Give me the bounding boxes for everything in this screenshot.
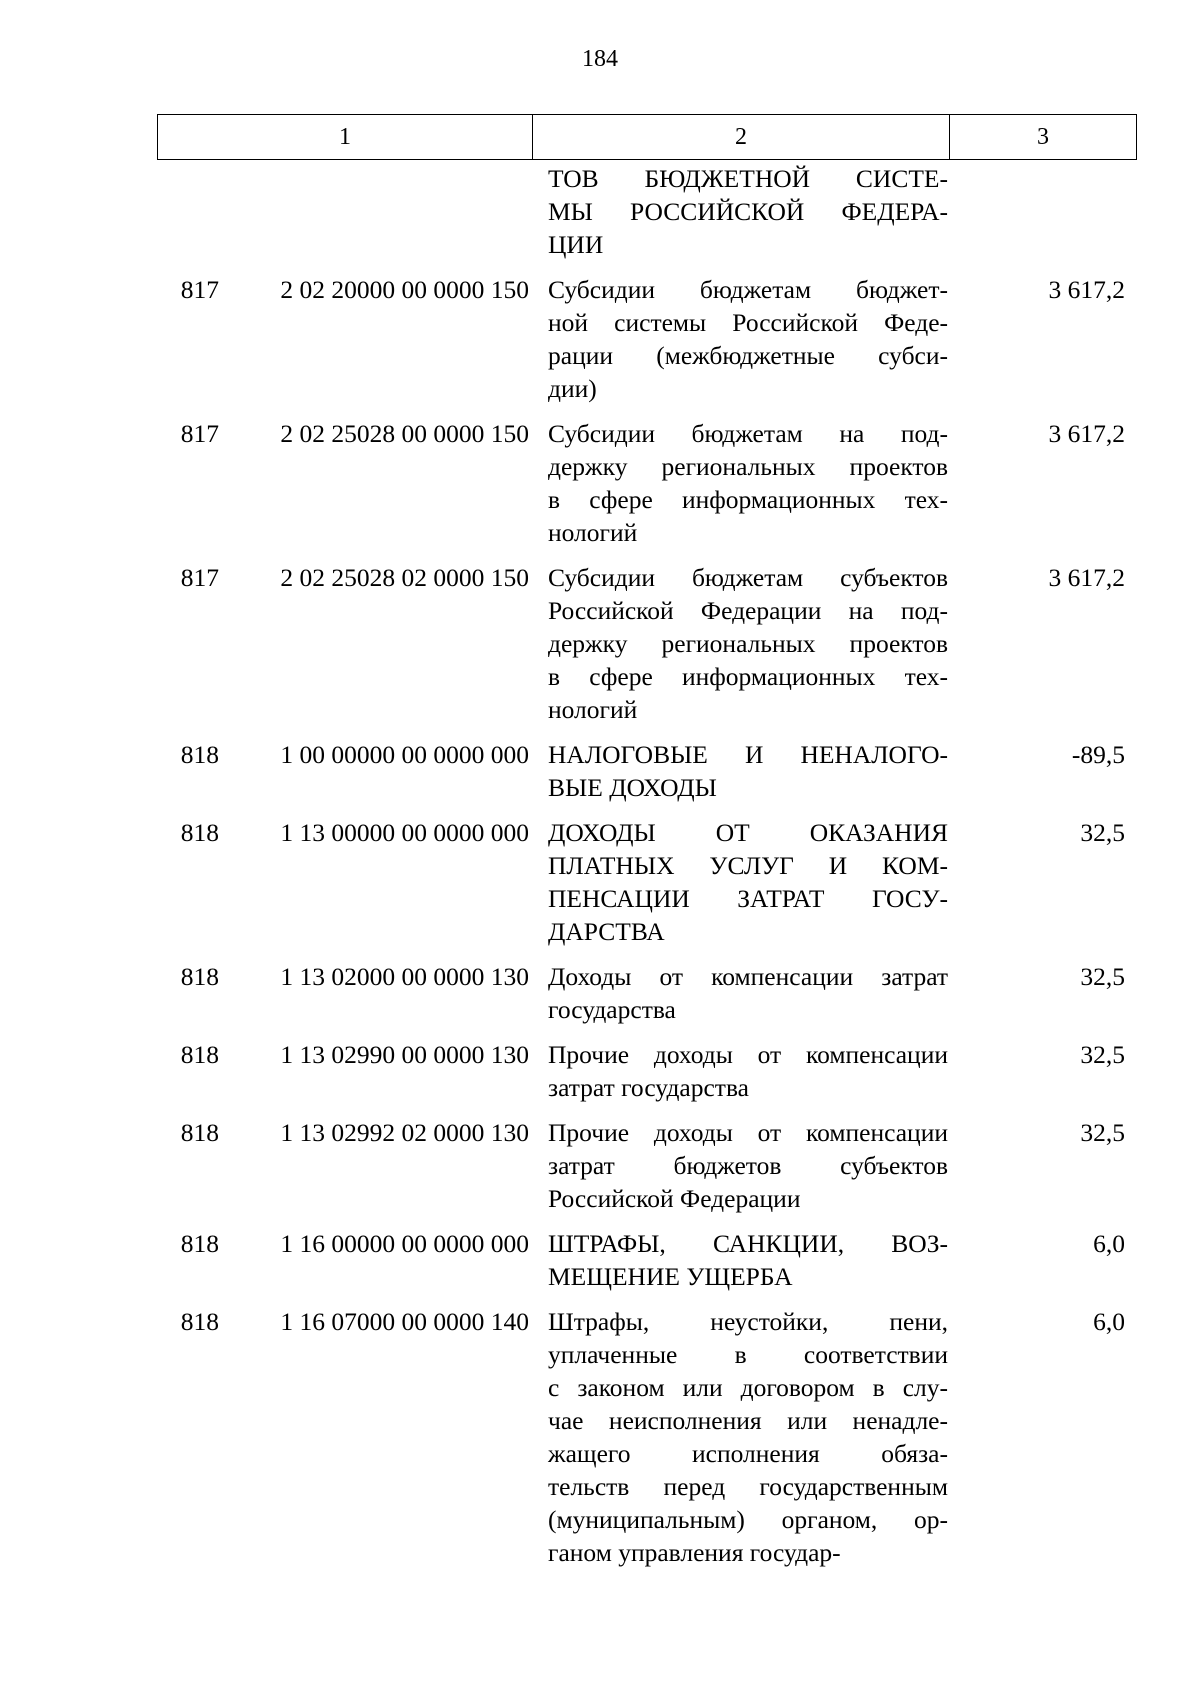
admin-code-cell: 818 [180,1229,219,1258]
income-name-line: ПЕНСАЦИИ ЗАТРАТ ГОСУ- [548,884,948,913]
income-name-line: ШТРАФЫ, САНКЦИИ, ВОЗ- [548,1229,948,1258]
income-name-line: ТОВ БЮДЖЕТНОЙ СИСТЕ- [548,164,948,193]
income-name-line: Прочие доходы от компенсации [548,1118,948,1147]
admin-code-cell: 818 [180,740,219,769]
table-body [157,162,1137,1581]
income-name-line: жащего исполнения обяза- [548,1439,948,1468]
income-name-line: Субсидии бюджетам на под- [548,419,948,448]
admin-code-cell: 817 [180,563,219,592]
income-name-line: НАЛОГОВЫЕ И НЕНАЛОГО- [548,740,948,769]
income-name-cell [548,162,948,261]
budget-code-cell: 1 13 02990 00 0000 130 [280,1040,529,1069]
header-col-3: 3 [1037,123,1049,150]
budget-code-cell: 1 00 00000 00 0000 000 [280,740,529,769]
income-name-line: государства [548,995,676,1024]
income-name-line: МЕЩЕНИЕ УЩЕРБА [548,1262,793,1291]
income-name-line: Субсидии бюджетам субъектов [548,563,948,592]
table-row [157,1227,1137,1293]
income-name-line: Субсидии бюджетам бюджет- [548,275,948,304]
header-col-1: 1 [158,115,533,159]
amount-cell: 32,5 [1080,1040,1125,1069]
admin-code-cell: 818 [180,962,219,991]
budget-code-cell [221,162,531,261]
income-name-line: чае неисполнения или ненадле- [548,1406,948,1435]
table-row [157,816,1137,948]
admin-code-cell [157,162,221,261]
admin-code-cell: 818 [180,1307,219,1336]
income-name-line: ДАРСТВА [548,917,665,946]
admin-code-cell: 818 [180,1118,219,1147]
income-name-line: (муниципальным) органом, ор- [548,1505,948,1534]
admin-code-cell: 817 [180,275,219,304]
table-row [157,273,1137,405]
income-name-line: затрат бюджетов субъектов [548,1151,948,1180]
income-name-line: нологий [548,695,638,724]
income-name-line: ПЛАТНЫХ УСЛУГ И КОМ- [548,851,948,880]
budget-code-cell: 1 16 07000 00 0000 140 [280,1307,529,1336]
table-row [157,1038,1137,1104]
table-row [157,1305,1137,1569]
income-name-line: нологий [548,518,638,547]
income-name-line: держку региональных проектов [548,629,948,658]
admin-code-cell: 818 [180,818,219,847]
budget-code-cell: 2 02 20000 00 0000 150 [280,275,529,304]
header-col-2: 2 [533,115,950,159]
budget-code-cell: 1 13 02992 02 0000 130 [280,1118,529,1147]
budget-code-cell: 2 02 25028 02 0000 150 [280,563,529,592]
table-row [157,417,1137,549]
page-number: 184 [582,46,618,72]
amount-cell: 3 617,2 [1048,419,1125,448]
income-name-line: ганом управления государ- [548,1538,841,1567]
amount-cell: 3 617,2 [1048,275,1125,304]
income-name-cell [548,1227,948,1293]
income-name-cell [548,273,948,405]
budget-code-cell: 1 16 00000 00 0000 000 [280,1229,529,1258]
income-name-cell [548,1116,948,1215]
income-name-line: держку региональных проектов [548,452,948,481]
budget-code-cell: 1 13 00000 00 0000 000 [280,818,529,847]
amount-cell: 6,0 [1093,1307,1125,1336]
budget-code-cell: 2 02 25028 00 0000 150 [280,419,529,448]
income-name-line: Доходы от компенсации затрат [548,962,948,991]
amount-cell: 32,5 [1080,1118,1125,1147]
admin-code-cell: 817 [180,419,219,448]
income-name-line: МЫ РОССИЙСКОЙ ФЕДЕРА- [548,197,948,226]
income-name-line: дии) [548,374,597,403]
income-name-line: ной системы Российской Феде- [548,308,948,337]
table-row [157,960,1137,1026]
income-name-line: с законом или договором в слу- [548,1373,948,1402]
table-row [157,561,1137,726]
income-name-line: ЦИИ [548,230,604,259]
budget-code-cell: 1 13 02000 00 0000 130 [280,962,529,991]
amount-cell: -89,5 [1071,740,1125,769]
income-name-cell [548,1038,948,1104]
income-name-line: Российской Федерации [548,1184,801,1213]
income-name-cell [548,561,948,726]
amount-cell [948,162,1137,261]
income-name-line: Российской Федерации на под- [548,596,948,625]
income-name-line: затрат государства [548,1073,749,1102]
income-name-cell [548,1305,948,1569]
income-name-line: ДОХОДЫ ОТ ОКАЗАНИЯ [548,818,948,847]
admin-code-cell: 818 [180,1040,219,1069]
income-name-line: Прочие доходы от компенсации [548,1040,948,1069]
amount-cell: 3 617,2 [1048,563,1125,592]
table-row [157,1116,1137,1215]
income-name-cell [548,738,948,804]
table-row [157,162,1137,261]
income-name-cell [548,417,948,549]
income-name-line: ВЫЕ ДОХОДЫ [548,773,717,802]
income-name-line: в сфере информационных тех- [548,662,948,691]
table-header [157,114,1137,160]
income-name-line: уплаченные в соответствии [548,1340,948,1369]
amount-cell: 6,0 [1093,1229,1125,1258]
income-name-line: тельств перед государственным [548,1472,948,1501]
income-name-cell [548,960,948,1026]
income-name-cell [548,816,948,948]
income-name-line: рации (межбюджетные субси- [548,341,948,370]
amount-cell: 32,5 [1080,818,1125,847]
amount-cell: 32,5 [1080,962,1125,991]
table-row [157,738,1137,804]
income-name-line: Штрафы, неустойки, пени, [548,1307,948,1336]
income-name-line: в сфере информационных тех- [548,485,948,514]
